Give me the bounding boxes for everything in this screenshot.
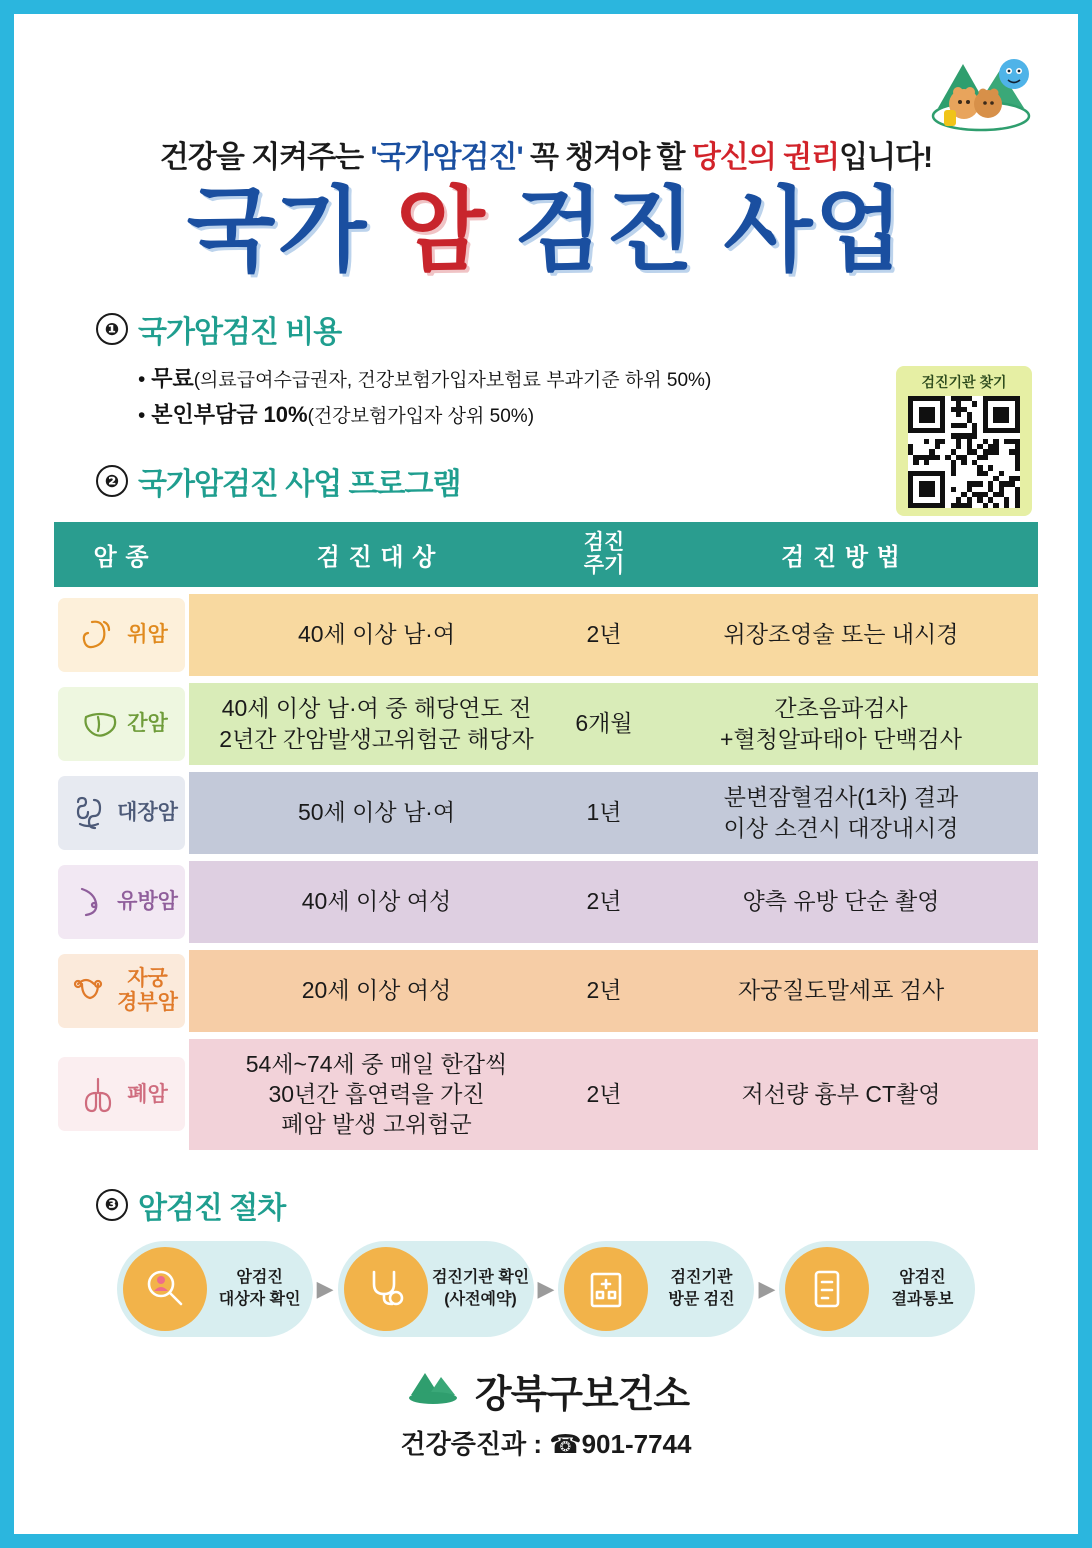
screening-cycle-cell: 2년 [564,861,644,943]
kicker-highlight1: '국가암검진' [370,141,523,174]
process-step [117,1241,313,1337]
cost-bullet-2-bold: 본인부담금 10% [151,402,308,428]
mountain-logo-icon [403,1365,463,1415]
cost-bullet-1-bold: 무료 [151,366,194,392]
table-header-row [54,522,1038,586]
lung-icon [75,1071,121,1117]
process-step-line2: 대상자 확인 [218,1290,301,1308]
screening-cycle-cell: 2년 [564,594,644,676]
cancer-type-label: 유방암 [117,890,178,914]
table-row [54,1039,1038,1150]
cancer-type-cell [54,594,189,676]
cost-bullet-1: • 무료(의료급여수급권자, 건강보험가입자보험료 부과기준 하위 50%) [138,366,712,392]
screening-method-cell: 분변잠혈검사(1차) 결과 이상 소견시 대장내시경 [644,772,1038,854]
organization-name: 강북구보건소 [474,1373,690,1416]
table-row [54,861,1038,943]
screening-target-cell: 20세 이상 여성 [189,950,564,1032]
screening-program-table [54,515,1038,1156]
footer-telephone: 건강증진과 : ☎901-7744 [400,1428,692,1459]
process-step-line1: 암검진 [236,1269,283,1287]
screening-method-cell: 간초음파검사 +혈청알파태아 단백검사 [644,683,1038,765]
stethoscope-icon [344,1247,428,1331]
page-title [54,182,1038,281]
section-header-process [54,1183,1038,1227]
table-row [54,772,1038,854]
cancer-type-cell [54,683,189,765]
process-flow [54,1241,1038,1337]
process-arrow-icon: ▶ [537,1275,555,1301]
screening-target-cell: 40세 이상 남·여 중 해당연도 전 2년간 간암발생고위험군 해당자 [189,683,564,765]
cancer-type-label: 자궁 경부암 [117,967,178,1014]
cancer-type-label: 위암 [127,623,168,647]
cancer-type-label: 대장암 [117,801,178,825]
cancer-type-cell [54,861,189,943]
process-step-line2: 방문 검진 [668,1290,735,1308]
screening-cycle-cell: 1년 [564,772,644,854]
qr-label: 검진기관 찾기 [921,374,1007,390]
section-number-3: ❸ [96,1189,128,1221]
kicker-part1: 건강을 지켜주는 [159,141,371,174]
screening-target-cell: 40세 이상 남·여 [189,594,564,676]
title-word-4: 사업 [723,180,906,282]
process-step-label [648,1267,754,1310]
section-header-cost [54,307,1038,351]
table-header-method: 검 진 방 법 [644,522,1038,586]
section-header-program [54,459,1038,503]
poster-sheet [14,14,1078,1534]
title-word-3: 검진 [514,180,697,282]
qr-code-image[interactable] [908,396,1020,508]
cost-bullet-2-rest: (건강보험가입자 상위 50%) [307,406,535,428]
table-header-cycle-line2: 주기 [583,554,625,578]
magnifier-person-icon [123,1247,207,1331]
section-title-3: 암검진 절차 [138,1191,286,1225]
section-title-2: 국가암검진 사업 프로그램 [138,468,461,502]
kicker-part2: 꼭 챙겨야 할 [522,141,692,174]
process-step [338,1241,534,1337]
process-step-label [869,1267,975,1310]
title-word-1: 국가 [186,180,369,282]
section-number-1: ❶ [96,313,128,345]
cancer-type-label: 폐암 [127,1082,168,1106]
table-row [54,683,1038,765]
screening-method-cell: 위장조영술 또는 내시경 [644,594,1038,676]
liver-icon [75,701,121,747]
footer [54,1363,1038,1461]
table-header-cancer: 암 종 [54,522,189,586]
process-step-label [428,1267,534,1310]
cancer-type-cell [54,772,189,854]
process-step-label [207,1267,313,1310]
hospital-icon [564,1247,648,1331]
screening-method-cell: 양측 유방 단순 촬영 [644,861,1038,943]
screening-cycle-cell: 6개월 [564,683,644,765]
cancer-type-cell [54,1039,189,1150]
process-step-line1: 검진기관 [670,1269,733,1287]
table-header-cycle [564,522,644,586]
uterus-icon [65,968,111,1014]
colon-icon [65,790,111,836]
screening-target-cell: 50세 이상 남·여 [189,772,564,854]
table-row [54,950,1038,1032]
qr-code-box[interactable] [896,366,1032,516]
screening-method-cell: 저선량 흉부 CT촬영 [644,1039,1038,1150]
process-step-line2: (사전예약) [444,1290,517,1308]
stomach-icon [75,612,121,658]
table-header-target: 검 진 대 상 [189,522,564,586]
table-body [54,594,1038,1150]
process-step-line2: 결과통보 [891,1290,954,1308]
process-step-line1: 암검진 [899,1269,946,1287]
cancer-type-label: 간암 [127,712,168,736]
section-number-2: ❷ [96,465,128,497]
screening-cycle-cell: 2년 [564,1039,644,1150]
table-row [54,594,1038,676]
mascot-illustration [918,30,1048,140]
cost-bullet-2: • 본인부담금 10%(건강보험가입자 상위 50%) [138,402,535,428]
cancer-type-cell [54,950,189,1032]
cost-bullet-1-rest: (의료급여수급권자, 건강보험가입자보험료 부과기준 하위 50%) [193,370,712,392]
kicker-highlight2: 당신의 권리 [691,141,840,174]
kicker-part3: 입니다! [839,141,933,174]
process-arrow-icon: ▶ [316,1275,334,1301]
process-step [558,1241,754,1337]
process-arrow-icon: ▶ [758,1275,776,1301]
organization [54,1363,1038,1418]
table-header-cycle-line1: 검진 [583,531,625,555]
section-title-1: 국가암검진 비용 [138,316,342,350]
screening-method-cell: 자궁질도말세포 검사 [644,950,1038,1032]
poster-kicker [54,132,1038,176]
process-step-line1: 검진기관 확인 [431,1269,530,1287]
title-word-2: 암 [395,180,487,282]
breast-icon [65,879,111,925]
screening-target-cell: 54세~74세 중 매일 한갑씩 30년간 흡연력을 가진 폐암 발생 고위험군 [189,1039,564,1150]
document-icon [785,1247,869,1331]
process-step [779,1241,975,1337]
screening-target-cell: 40세 이상 여성 [189,861,564,943]
screening-cycle-cell: 2년 [564,950,644,1032]
